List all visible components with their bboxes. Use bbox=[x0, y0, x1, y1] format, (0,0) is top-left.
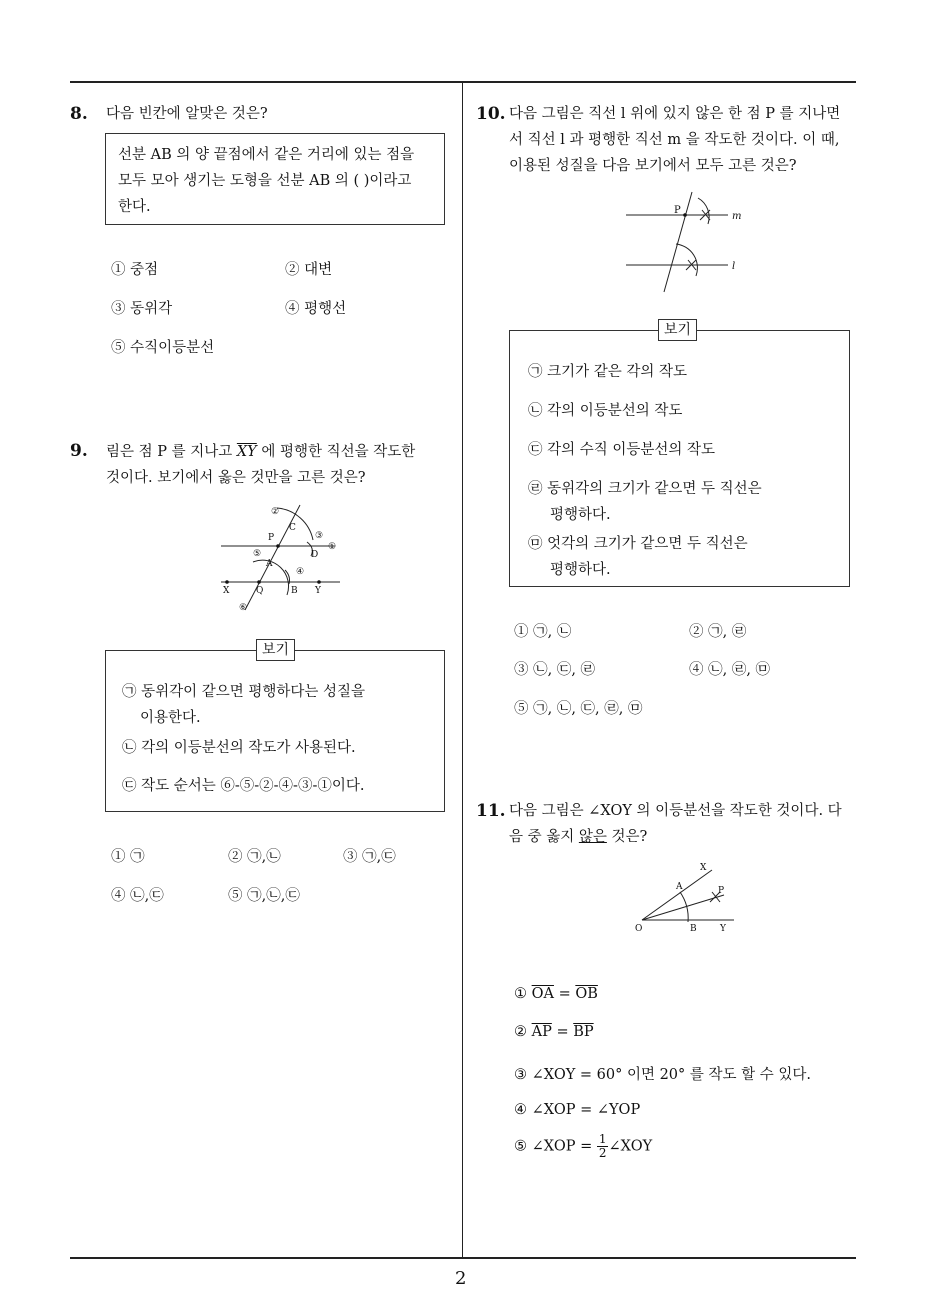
bogi-title: 보기 bbox=[256, 639, 295, 661]
question-stem: 다음 그림은 ∠XOY 의 이등분선을 작도한 것이다. 다 bbox=[509, 803, 842, 819]
bisector-figure bbox=[632, 858, 744, 936]
question-number: 9. bbox=[70, 441, 88, 461]
figure-label: P bbox=[718, 886, 725, 896]
figure-label: A bbox=[676, 882, 683, 892]
page-number: 2 bbox=[455, 1268, 467, 1289]
box-line: 선분 AB 의 양 끝점에서 같은 거리에 있는 점을 bbox=[118, 147, 415, 163]
bogi-item: ㉡ 각의 이등분선의 작도가 사용된다. bbox=[122, 740, 356, 756]
answer-option-1[interactable] bbox=[514, 986, 598, 1002]
fraction-numerator: 1 bbox=[598, 1132, 607, 1146]
construction-arc bbox=[698, 198, 709, 224]
bogi-item: ㉤ 엇각의 크기가 같으면 두 직선은 bbox=[528, 536, 748, 552]
figure-label: P bbox=[268, 533, 275, 543]
figure-label: C bbox=[289, 523, 296, 533]
option-mark: ① bbox=[514, 986, 527, 1002]
ray-ox bbox=[642, 870, 712, 920]
bogi-item: 평행하다. bbox=[550, 507, 611, 523]
question-stem: 다음 빈칸에 알맞은 것은? bbox=[106, 106, 268, 122]
answer-option-5[interactable]: ⑤ ㉠, ㉡, ㉢, ㉣, ㉤ bbox=[514, 701, 643, 717]
figure-label: ③ bbox=[315, 531, 324, 541]
segment: $\overline{OA}$ bbox=[531, 986, 554, 1002]
figure-label: O bbox=[635, 924, 643, 934]
segment: $\overline{OB}$ bbox=[575, 986, 598, 1002]
question-stem: 다음 그림은 직선 l 위에 있지 않은 한 점 P 를 지나면 bbox=[509, 106, 841, 122]
segment: $\overline{BP}$ bbox=[573, 1024, 594, 1040]
figure-label: l bbox=[732, 261, 736, 272]
figure-label: Y bbox=[720, 924, 726, 934]
answer-option-5[interactable] bbox=[514, 1133, 652, 1160]
bogi-title: 보기 bbox=[658, 319, 697, 341]
bogi-item: 이용한다. bbox=[140, 710, 201, 726]
answer-option-4[interactable]: ④ ∠XOP = ∠YOP bbox=[514, 1102, 641, 1118]
question-stem-line2: 것이다. 보기에서 옳은 것만을 고른 것은? bbox=[106, 470, 366, 486]
box-line: 모두 모아 생기는 도형을 선분 AB 의 ( )이라고 bbox=[118, 173, 412, 189]
option-mark: ② bbox=[514, 1024, 527, 1040]
bogi-item: ㉢ 작도 순서는 ⑥-⑤-②-④-③-①이다. bbox=[122, 778, 365, 794]
stem-text: 림은 점 P 를 지나고 bbox=[106, 444, 237, 460]
figure-label: Q bbox=[256, 586, 264, 596]
figure-label: B bbox=[291, 586, 298, 596]
answer-option-3[interactable]: ③ 동위각 bbox=[111, 301, 173, 317]
figure-label: D bbox=[311, 550, 319, 560]
equals-sign: = bbox=[553, 986, 576, 1002]
answer-option-2[interactable]: ② 대변 bbox=[285, 262, 333, 278]
stem-text: 것은? bbox=[606, 829, 648, 845]
bottom-rule bbox=[70, 1257, 856, 1259]
fraction-denominator: 2 bbox=[598, 1146, 607, 1160]
answer-option-3[interactable]: ③ ㉡, ㉢, ㉣ bbox=[514, 662, 596, 678]
answer-option-1[interactable]: ① 중점 bbox=[111, 262, 159, 278]
answer-option-4[interactable]: ④ ㉡,㉢ bbox=[111, 888, 164, 904]
stem-text: 음 중 옳지 bbox=[509, 829, 579, 845]
figure-label: ④ bbox=[296, 567, 305, 577]
stem-text: 에 평행한 직선을 작도한 bbox=[256, 444, 416, 460]
point-p bbox=[683, 213, 687, 217]
point-p bbox=[276, 544, 280, 548]
bogi-item: ㉣ 동위각의 크기가 같으면 두 직선은 bbox=[528, 481, 762, 497]
answer-option-2[interactable] bbox=[514, 1024, 594, 1040]
answer-option-5[interactable]: ⑤ ㉠,㉡,㉢ bbox=[228, 888, 300, 904]
answer-option-3[interactable]: ③ ∠XOY = 60° 이면 20° 를 작도 할 수 있다. bbox=[514, 1067, 811, 1083]
figure-label: m bbox=[732, 211, 742, 222]
answer-option-4[interactable]: ④ ㉡, ㉣, ㉤ bbox=[689, 662, 771, 678]
option-text: ⑤ ∠XOP = bbox=[514, 1138, 597, 1155]
point-y bbox=[317, 580, 321, 584]
bogi-item: ㉠ 크기가 같은 각의 작도 bbox=[528, 364, 687, 380]
bogi-item: ㉠ 동위각이 같으면 평행하다는 성질을 bbox=[122, 684, 366, 700]
question-number: 8. bbox=[70, 104, 88, 124]
answer-option-5[interactable]: ⑤ 수직이등분선 bbox=[111, 340, 215, 356]
point-q bbox=[257, 580, 261, 584]
answer-option-1[interactable]: ① ㉠ bbox=[111, 849, 145, 865]
bogi-item: 평행하다. bbox=[550, 562, 611, 578]
figure-label: X bbox=[223, 586, 230, 596]
box-line: 한다. bbox=[118, 199, 151, 215]
fraction bbox=[597, 1133, 609, 1160]
answer-option-3[interactable]: ③ ㉠,㉢ bbox=[343, 849, 396, 865]
figure-label: ⑤ bbox=[253, 549, 262, 559]
emphasis-underline: 않은 bbox=[578, 829, 607, 845]
figure-label: Y bbox=[315, 586, 321, 596]
answer-option-2[interactable]: ② ㉠,㉡ bbox=[228, 849, 281, 865]
answer-option-2[interactable]: ② ㉠, ㉣ bbox=[689, 624, 747, 640]
bogi-box bbox=[509, 330, 850, 587]
figure-label: ① bbox=[328, 542, 337, 552]
bisector-op bbox=[642, 895, 724, 920]
question-stem bbox=[106, 439, 415, 465]
bogi-box bbox=[105, 650, 445, 812]
point-x bbox=[225, 580, 229, 584]
answer-option-4[interactable]: ④ 평행선 bbox=[285, 301, 347, 317]
figure-label: ② bbox=[271, 507, 280, 517]
option-text: ∠XOY bbox=[608, 1138, 653, 1155]
question-stem: 서 직선 l 과 평행한 직선 m 을 작도한 것이다. 이 때, bbox=[509, 132, 840, 148]
definition-box bbox=[105, 133, 445, 225]
bogi-item: ㉢ 각의 수직 이등분선의 작도 bbox=[528, 442, 716, 458]
construction-figure bbox=[215, 500, 355, 615]
question-stem-line2 bbox=[509, 824, 647, 850]
figure-label: A bbox=[266, 559, 273, 569]
column-divider bbox=[462, 82, 463, 1258]
question-stem: 이용된 성질을 다음 보기에서 모두 고른 것은? bbox=[509, 158, 797, 174]
parallel-construction-figure bbox=[620, 188, 750, 296]
bogi-item: ㉡ 각의 이등분선의 작도 bbox=[528, 403, 683, 419]
figure-label: B bbox=[690, 924, 697, 934]
construction-arc bbox=[676, 244, 697, 276]
figure-label: P bbox=[674, 205, 681, 216]
segment: $\overline{AP}$ bbox=[531, 1024, 552, 1040]
figure-label: ⑥ bbox=[239, 603, 248, 613]
answer-option-1[interactable]: ① ㉠, ㉡ bbox=[514, 624, 572, 640]
figure-label: X bbox=[700, 863, 707, 873]
equals-sign: = bbox=[551, 1024, 574, 1040]
line-xy: $\overline{XY}$ bbox=[236, 444, 257, 460]
question-number: 11. bbox=[476, 801, 506, 821]
question-number: 10. bbox=[476, 104, 506, 124]
